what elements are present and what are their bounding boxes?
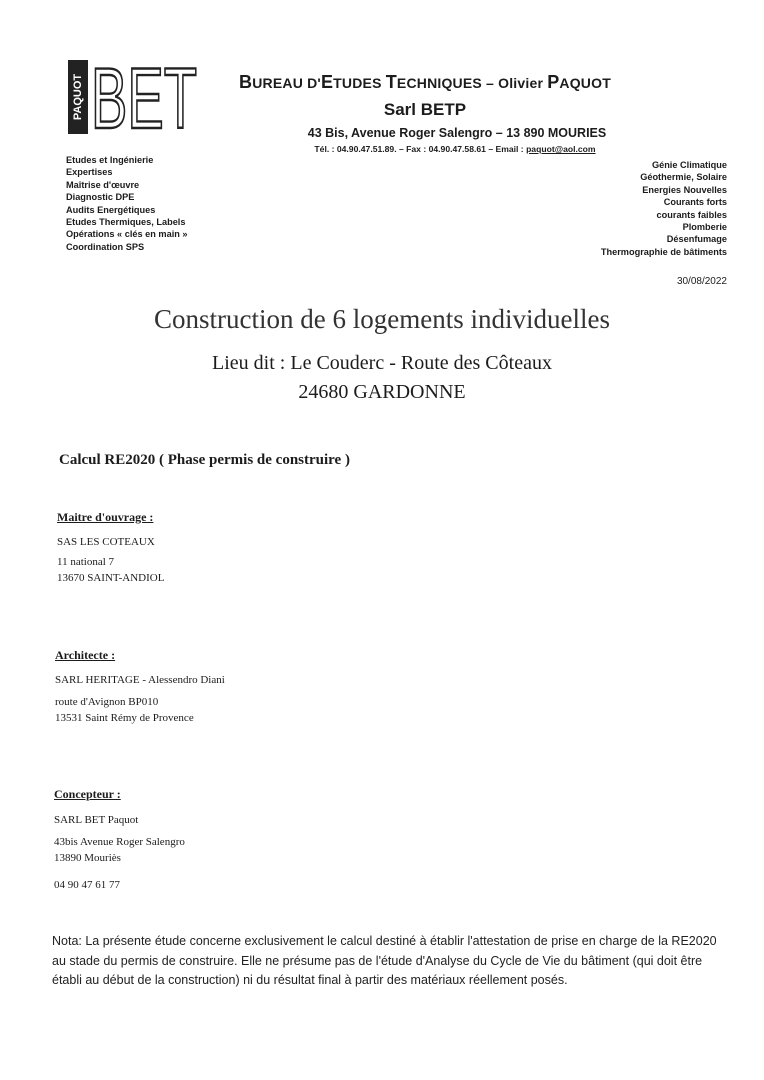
service-item: Diagnostic DPE bbox=[66, 192, 135, 203]
maitre-ouvrage-heading: Maitre d'ouvrage : bbox=[57, 510, 154, 524]
project-title: Construction de 6 logements individuelles bbox=[154, 304, 610, 334]
services-right-list bbox=[601, 159, 727, 258]
concepteur-name: SARL BET Paquot bbox=[54, 814, 139, 826]
service-item: Expertises bbox=[66, 167, 113, 178]
services-left-list bbox=[66, 154, 188, 253]
nota-paragraph: Nota: La présente étude concerne exclusivement le calcul destiné à établir l'attestation de prise en charge de la RE2020 au stade du permis de construire. Elle ne présume pas de l'étude d'Analyse du Cycle de Vie du bâtiment (qui doit être établi au début de la construction) ni du résultat final à partir des matériaux réellement posés. bbox=[52, 934, 717, 988]
logo-vertical-text: PAQUOT bbox=[71, 73, 84, 121]
document-date: 30/08/2022 bbox=[676, 276, 727, 287]
service-item: Plomberie bbox=[682, 222, 727, 233]
service-item: Etudes Thermiques, Labels bbox=[66, 217, 186, 228]
concepteur-heading: Concepteur : bbox=[54, 787, 121, 801]
company-email[interactable]: paquot@aol.com bbox=[526, 144, 596, 154]
service-item: Audits Energétiques bbox=[66, 204, 156, 215]
project-postcode-city: 24680 GARDONNE bbox=[298, 381, 466, 403]
concepteur-address: 43bis Avenue Roger Salengro 13890 Mouriès bbox=[54, 836, 185, 864]
service-item: courants faibles bbox=[656, 209, 727, 220]
company-logo bbox=[66, 58, 198, 136]
concepteur-phone: 04 90 47 61 77 bbox=[54, 879, 120, 891]
service-item: Maîtrise d'œuvre bbox=[66, 179, 140, 190]
architecte-address: route d'Avignon BP010 13531 Saint Rémy de Provence bbox=[55, 696, 194, 724]
company-subtitle: Sarl BETP bbox=[383, 100, 467, 119]
service-item: Energies Nouvelles bbox=[642, 184, 727, 195]
company-title: BUREAU D'ETUDES TECHNIQUES – Olivier PAQUOT bbox=[239, 72, 611, 92]
service-item: Opérations « clés en main » bbox=[66, 229, 188, 240]
maitre-ouvrage-name: SAS LES COTEAUX bbox=[57, 536, 155, 548]
company-address: 43 Bis, Avenue Roger Salengro – 13 890 MOURIES bbox=[307, 126, 607, 140]
service-item: Génie Climatique bbox=[651, 160, 727, 170]
company-contact: Tél. : 04.90.47.51.89. – Fax : 04.90.47.58.61 – Email : paquot@aol.com bbox=[314, 144, 596, 154]
service-item: Coordination SPS bbox=[66, 241, 145, 252]
architecte-name: SARL HERITAGE - Alessendro Diani bbox=[55, 674, 225, 686]
calculation-title: Calcul RE2020 ( Phase permis de construire ) bbox=[59, 452, 350, 468]
logo-letters: BET bbox=[91, 58, 197, 136]
service-item: Désenfumage bbox=[666, 234, 727, 245]
service-item: Etudes et Ingénierie bbox=[66, 155, 154, 165]
architecte-heading: Architecte : bbox=[55, 648, 116, 662]
service-item: Géothermie, Solaire bbox=[640, 172, 727, 183]
project-location: Lieu dit : Le Couderc - Route des Côteaux bbox=[212, 352, 552, 374]
service-item: Courants forts bbox=[663, 197, 727, 208]
maitre-ouvrage-address: 11 national 7 13670 SAINT-ANDIOL bbox=[57, 556, 165, 584]
service-item: Thermographie de bâtiments bbox=[600, 246, 727, 257]
